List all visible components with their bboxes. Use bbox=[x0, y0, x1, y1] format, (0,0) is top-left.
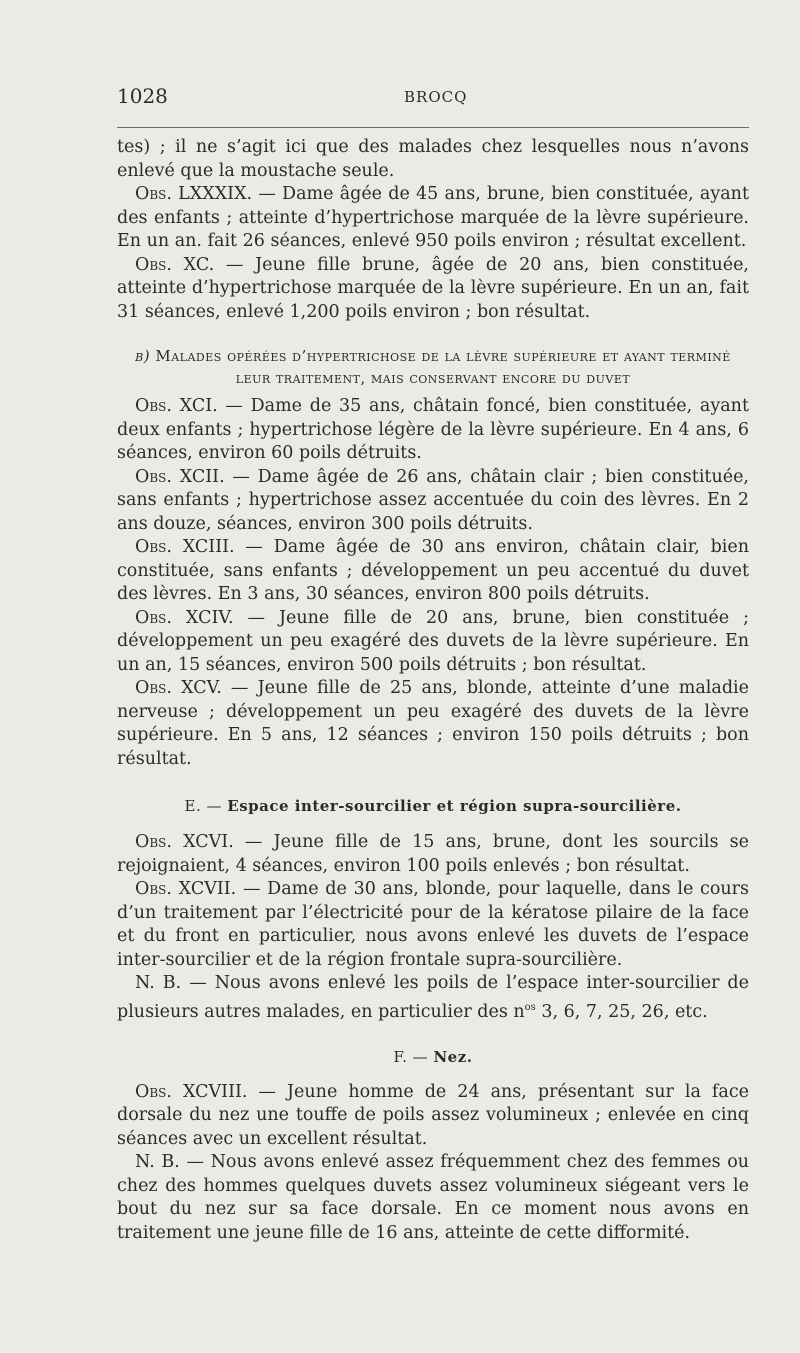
obs-text: — Jeune fille brune, âgée de 20 ans, bien constituée, atteinte d’hypertrichose marquée de la lèvre supérieure. En un an, fait 31 séances, enlevé 1,200 poils environ ; bon résultat. bbox=[117, 254, 749, 322]
note-text: — Nous avons enlevé assez fréquemment chez des femmes ou chez des hommes quelques duvets assez volumineux siégeant vers le bout du nez sur sa face dorsale. En ce moment nous avons en traitement une jeune fille de 16 ans, atteinte de cette difformité. bbox=[117, 1152, 749, 1243]
note-text: 3, 6, 7, 25, 26, etc. bbox=[535, 1001, 708, 1022]
observation bbox=[117, 878, 749, 972]
obs-label: Obs. XCIV. bbox=[135, 607, 234, 628]
obs-text: — Jeune homme de 24 ans, présentant sur la face dorsale du nez une touffe de poils assez volumineux ; enlevée en cinq séances avec un excellent résultat. bbox=[117, 1081, 749, 1149]
observation bbox=[117, 677, 749, 771]
obs-label: Obs. XCII. bbox=[135, 466, 225, 487]
section-letter: F. — bbox=[393, 1047, 434, 1066]
observation bbox=[117, 536, 749, 607]
section-title: Nez. bbox=[433, 1047, 473, 1066]
observation bbox=[117, 607, 749, 678]
obs-text: — Dame âgée de 45 ans, brune, bien constituée, ayant des enfants ; atteinte d’hypertrichose marquée de la lèvre supérieure. En un an. fait 26 séances, enlevé 950 poils environ ; résultat excellent. bbox=[117, 184, 749, 251]
obs-text: — Dame âgée de 30 ans environ, châtain clair, bien constituée, sans enfants ; développement un peu accentué du duvet des lèvres. En 3 ans, 30 séances, environ 800 poils détruits. bbox=[117, 537, 749, 604]
observation bbox=[117, 831, 749, 878]
section-letter: b) bbox=[135, 347, 151, 365]
note-label: N. B. bbox=[135, 1152, 180, 1173]
observation bbox=[117, 183, 749, 254]
obs-text: — Jeune fille de 20 ans, brune, bien constituée ; développement un peu exagéré des duvets de la lèvre supérieure. En un an, 15 séances, environ 500 poils détruits ; bon résultat. bbox=[117, 607, 750, 675]
observation bbox=[117, 254, 749, 325]
observation bbox=[117, 395, 749, 466]
body-text bbox=[117, 136, 749, 1245]
note-label: N. B. bbox=[135, 973, 182, 993]
header-rule bbox=[117, 127, 749, 128]
obs-text: — Dame de 30 ans, blonde, pour laquelle, dans le cours d’un traitement par l’électricité pour de la kératose pilaire de la face et du front en particulier, nous avons enlevé les duvets de l’espace inter-sourcilier et de la région frontale supra-sourcilière. bbox=[117, 879, 749, 970]
section-heading-f bbox=[117, 1046, 749, 1068]
observation bbox=[117, 1081, 749, 1152]
section-title: Espace inter-sourcilier et région supra-sourcilière. bbox=[227, 797, 682, 815]
section-title: Malades opérées d’hypertrichose de la lèvre supérieure et ayant terminé leur traitement, mais conservant encore du duvet bbox=[150, 347, 731, 387]
note bbox=[117, 1151, 749, 1245]
obs-text: — Jeune fille de 25 ans, blonde, atteinte d’une maladie nerveuse ; développement un peu exagéré des duvets de la lèvre supérieure. En 5 ans, 12 séances ; environ 150 poils détruits ; bon résultat. bbox=[117, 678, 749, 769]
obs-text: — Dame de 35 ans, châtain foncé, bien constituée, ayant deux enfants ; hypertrichose légère de la lèvre supérieure. En 4 ans, 6 séances, environ 60 poils détruits. bbox=[117, 396, 749, 463]
section-letter: E. — bbox=[184, 797, 228, 815]
obs-label: Obs. XCI. bbox=[135, 396, 218, 416]
obs-text: — Dame âgée de 26 ans, châtain clair ; bien constituée, sans enfants ; hypertrichose assez accentuée du coin des lèvres. En 2 ans douze, séances, environ 300 poils détruits. bbox=[117, 466, 749, 534]
note bbox=[117, 972, 749, 1024]
obs-label: Obs. XC. bbox=[135, 254, 215, 275]
obs-label: Obs. XCVIII. bbox=[135, 1081, 248, 1102]
obs-label: Obs. XCIII. bbox=[135, 537, 235, 557]
paragraph bbox=[117, 136, 749, 183]
page-number: 1028 bbox=[117, 84, 168, 108]
obs-label: Obs. XCVI. bbox=[135, 832, 234, 852]
obs-label: Obs. XCV. bbox=[135, 678, 222, 698]
obs-label: Obs. LXXXIX. bbox=[135, 184, 253, 204]
obs-label: Obs. XCVII. bbox=[135, 879, 237, 899]
observation bbox=[117, 466, 749, 537]
note-text: — Nous avons enlevé les poils de l’espace inter-sourcilier de plusieurs autres malades, en particulier des n bbox=[117, 973, 749, 1022]
running-head: BROCQ bbox=[404, 88, 468, 106]
paragraph-text: tes) ; il ne s’agit ici que des malades chez lesquelles nous n’avons enlevé que la moustache seule. bbox=[117, 137, 749, 181]
superscript: os bbox=[524, 1001, 536, 1013]
obs-text: — Jeune fille de 15 ans, brune, dont les sourcils se rejoignaient, 4 séances, environ 100 poils enlevés ; bon résultat. bbox=[117, 832, 749, 876]
section-heading-b bbox=[117, 345, 749, 389]
section-heading-e bbox=[117, 795, 749, 817]
